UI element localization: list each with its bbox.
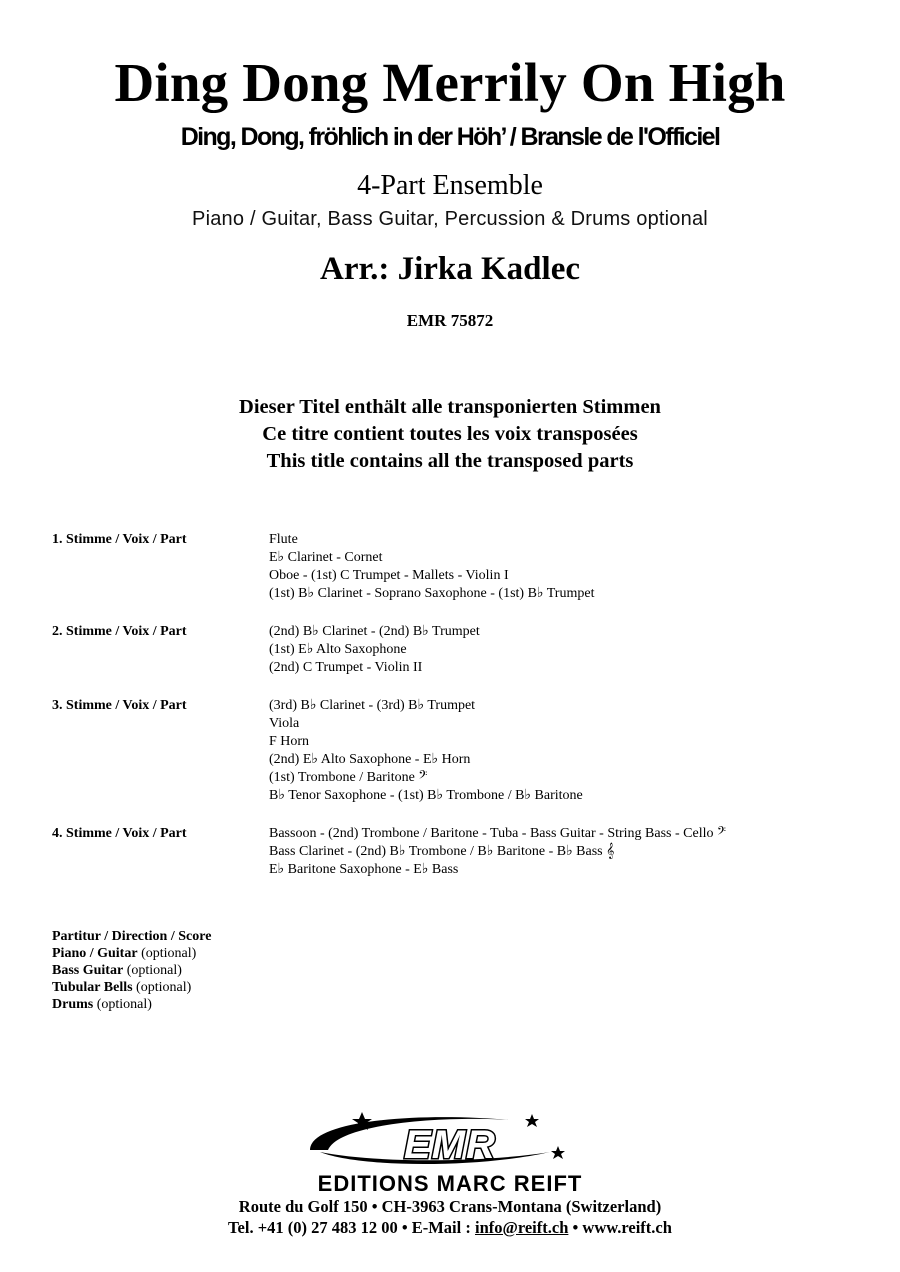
part-label: 3. Stimme / Voix / Part [52,698,187,713]
extra-part-name: Tubular Bells [52,980,133,995]
instrument-line: (1st) Trombone / Baritone 𝄢 [269,770,428,785]
ensemble-type: 4-Part Ensemble [357,170,543,201]
part-row [52,697,852,805]
extra-part-note: (optional) [141,946,197,961]
arranger: Arr.: Jirka Kadlec [320,251,580,287]
star-icon [551,1146,565,1159]
instrument-line: B♭ Tenor Saxophone - (1st) B♭ Trombone / B♭ Baritone [269,788,583,803]
instrument-line: Oboe - (1st) C Trumpet - Mallets - Violin I [269,568,509,583]
part-row [52,623,852,677]
part-label: 2. Stimme / Voix / Part [52,624,187,639]
publisher-address: Route du Golf 150 • CH-3963 Crans-Montana (Switzerland) [238,1197,662,1216]
extra-part-name: Drums [52,997,94,1012]
instrument-line: (3rd) B♭ Clarinet - (3rd) B♭ Trumpet [269,698,476,713]
title: Ding Dong Merrily On High [114,52,786,113]
notice-german: Dieser Titel enthält alle transponierten Stimmen [239,396,661,418]
extra-part-name: Piano / Guitar [52,946,138,961]
instrument-line: Viola [269,716,300,731]
part-row [52,825,852,879]
logo-text: EMR [404,1123,496,1167]
part-label: 4. Stimme / Voix / Part [52,826,187,841]
instrument-line: F Horn [269,734,310,749]
instrument-line: E♭ Clarinet - Cornet [269,550,383,565]
transposition-notice [0,394,900,475]
additional-parts [52,928,452,1013]
instrument-line: (2nd) B♭ Clarinet - (2nd) B♭ Trumpet [269,624,480,639]
extra-part-name: Bass Guitar [52,963,124,978]
parts-list [52,531,852,899]
instrument-line: (1st) B♭ Clarinet - Soprano Saxophone - (1st) B♭ Trumpet [269,586,595,601]
instrument-line: Bass Clarinet - (2nd) B♭ Trombone / B♭ Baritone - B♭ Bass 𝄞 [269,844,615,859]
instrumentation: Piano / Guitar, Bass Guitar, Percussion & Drums optional [192,208,708,230]
extra-part-note: (optional) [96,997,152,1012]
part-label: 1. Stimme / Voix / Part [52,532,187,547]
instrument-line: Bassoon - (2nd) Trombone / Baritone - Tuba - Bass Guitar - String Bass - Cello 𝄢 [269,826,726,841]
extra-part-note: (optional) [136,980,192,995]
notice-french: Ce titre contient toutes les voix transposées [262,423,638,445]
instrument-line: (1st) E♭ Alto Saxophone [269,642,407,657]
emr-logo [300,1106,600,1178]
star-icon [525,1114,539,1127]
score-label: Partitur / Direction / Score [52,929,212,944]
instrument-line: (2nd) E♭ Alto Saxophone - E♭ Horn [269,752,471,767]
instrument-line: Flute [269,532,298,547]
subtitle: Ding, Dong, fröhlich in der Höh’ / Bransle de l'Officiel [180,123,720,151]
part-row [52,531,852,603]
instrument-list [269,531,594,603]
publisher-contact [0,1217,900,1238]
notice-english: This title contains all the transposed parts [266,450,634,472]
instrument-line: E♭ Baritone Saxophone - E♭ Bass [269,862,459,877]
instrument-line: (2nd) C Trumpet - Violin II [269,660,423,675]
instrument-list [269,825,726,879]
instrument-list [269,697,583,805]
extra-part-note: (optional) [126,963,182,978]
website-text: • www.reift.ch [568,1218,672,1237]
instrument-list [269,623,480,677]
publisher-name: EDITIONS MARC REIFT [317,1171,583,1196]
catalog-number: EMR 75872 [406,311,494,330]
email-link[interactable]: info@reift.ch [474,1218,569,1237]
phone-text: Tel. +41 (0) 27 483 12 00 • E-Mail : [228,1218,475,1237]
